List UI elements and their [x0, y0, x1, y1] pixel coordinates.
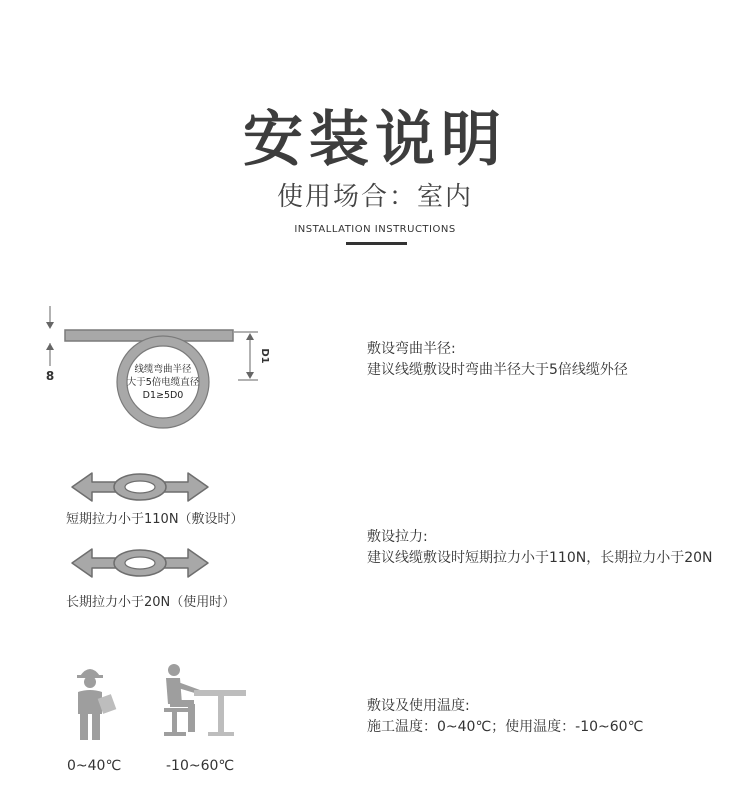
- bend-radius-diagram: [30, 300, 280, 435]
- short-tension-caption: 短期拉力小于110N（敷设时）: [66, 512, 244, 527]
- long-tension-double-arrow-icon: [70, 546, 210, 580]
- short-tension-double-arrow-icon: [70, 470, 210, 504]
- bend-desc-title: 敷设弯曲半径:: [367, 341, 456, 357]
- page-title: 安装说明: [243, 105, 507, 175]
- title-underline: [346, 242, 407, 245]
- bend-diagram-text-1: 线缆弯曲半径: [134, 364, 192, 375]
- usage-temp-label: -10~60℃: [166, 758, 235, 774]
- bend-diagram-text-2: 大于5倍电缆直径: [126, 377, 200, 388]
- bend-desc-body: 建议线缆敷设时弯曲半径大于5倍线缆外径: [367, 362, 628, 378]
- temperature-desc-title: 敷设及使用温度:: [367, 698, 470, 714]
- english-subtitle: INSTALLATION INSTRUCTIONS: [294, 224, 456, 235]
- temperature-desc-body: 施工温度：0~40℃；使用温度：-10~60℃: [367, 719, 644, 735]
- construction-worker-icon: [66, 662, 126, 744]
- thickness-label: 8: [45, 369, 55, 383]
- construction-temp-label: 0~40℃: [67, 758, 122, 774]
- usage-scenario: 使用场合：室内: [276, 182, 473, 212]
- tension-desc-body: 建议线缆敷设时短期拉力小于110N，长期拉力小于20N: [367, 550, 713, 566]
- seated-person-desk-icon: [160, 660, 250, 742]
- bend-diagram-text-3: D1≥5D0: [142, 390, 184, 401]
- long-tension-caption: 长期拉力小于20N（使用时）: [66, 595, 236, 610]
- d1-label: D1: [259, 348, 270, 364]
- tension-desc-title: 敷设拉力:: [367, 529, 428, 545]
